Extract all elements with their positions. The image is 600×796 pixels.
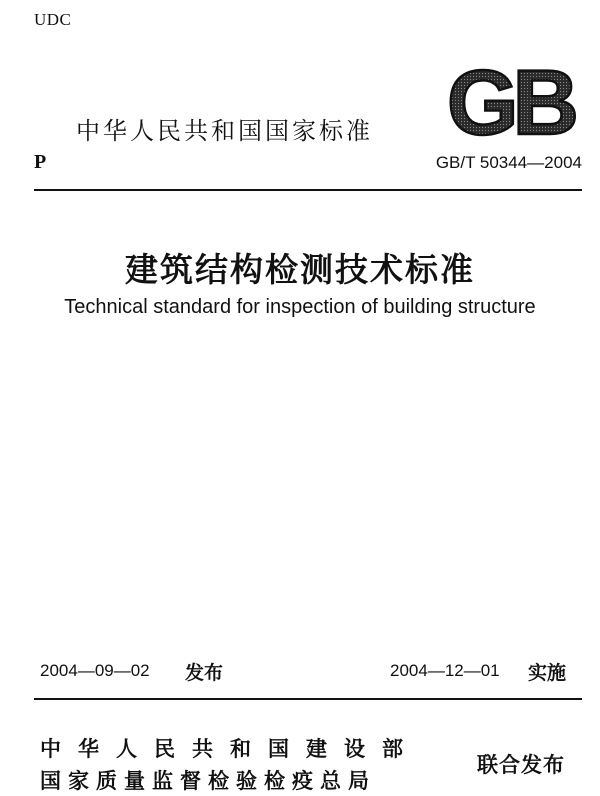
gb-logo-lettering: GB bbox=[447, 60, 573, 140]
title-chinese: 建筑结构检测技术标准 bbox=[125, 250, 475, 289]
national-standard-heading: 中华人民共和国国家标准 bbox=[76, 117, 373, 145]
gb-logo bbox=[430, 60, 590, 140]
implementation-label: 实施 bbox=[528, 662, 567, 684]
top-divider bbox=[34, 189, 582, 191]
bottom-divider bbox=[34, 698, 582, 700]
issue-label: 发布 bbox=[185, 662, 224, 684]
standard-number: GB/T 50344—2004 bbox=[435, 153, 582, 172]
title-english: Technical standard for inspection of building structure bbox=[64, 296, 536, 318]
udc-label: UDC bbox=[34, 10, 72, 29]
implementation-date: 2004—12—01 bbox=[390, 661, 500, 680]
issue-date: 2004—09—02 bbox=[40, 661, 150, 680]
classification-code: P bbox=[34, 151, 47, 173]
issuer-aqsiq: 国家质量监督检验检疫总局 bbox=[40, 769, 376, 793]
issuer-ministry: 中华人民共和国建设部 bbox=[40, 737, 420, 761]
joint-issue-label: 联合发布 bbox=[477, 753, 565, 777]
